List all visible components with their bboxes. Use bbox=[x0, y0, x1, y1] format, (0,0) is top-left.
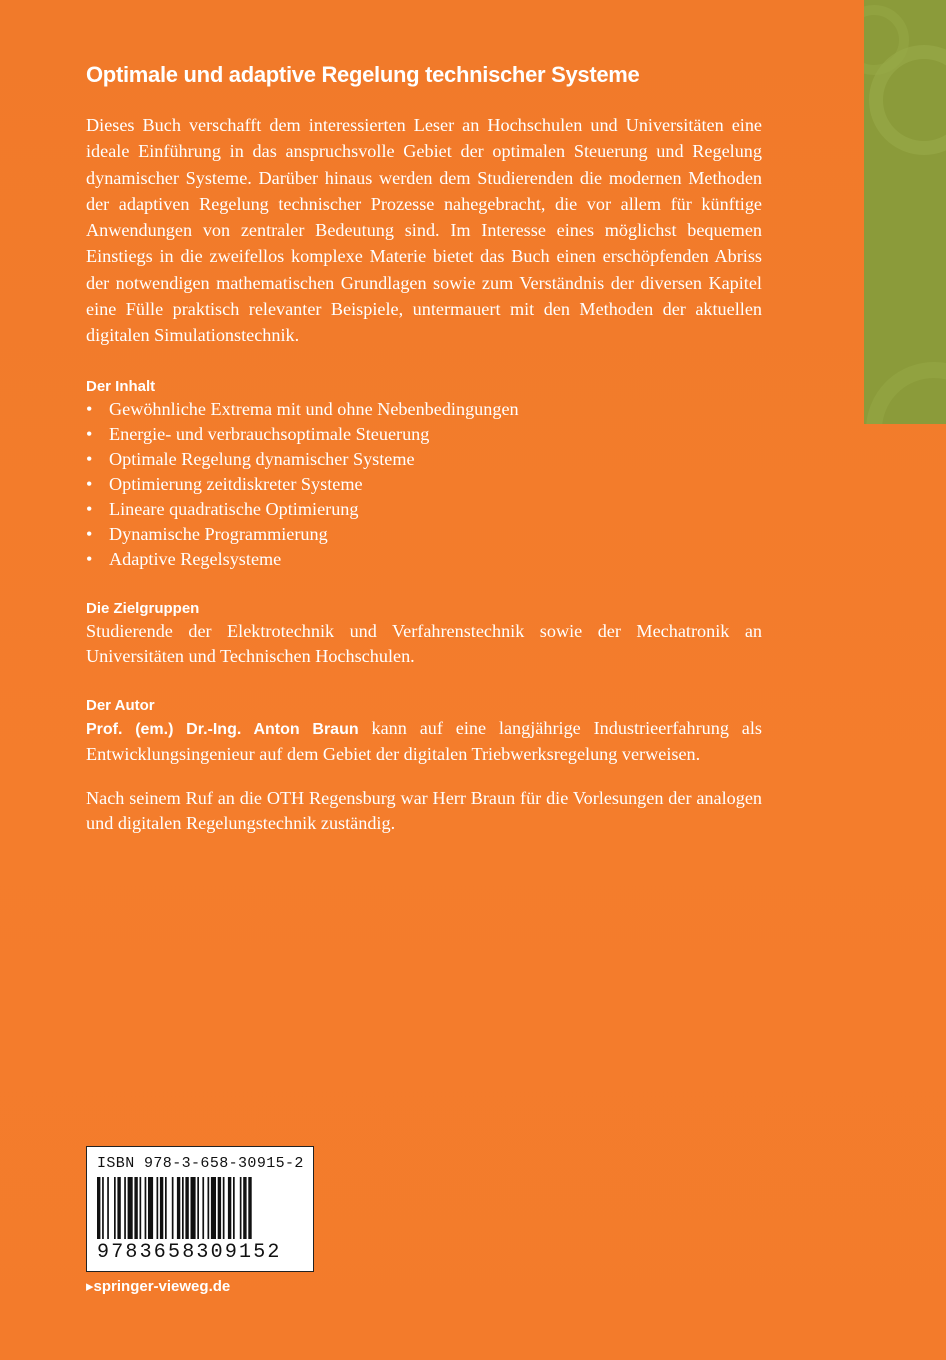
bullet-icon: • bbox=[86, 398, 93, 419]
bullet-icon: • bbox=[86, 523, 93, 544]
audience-text: Studierende der Elektrotechnik und Verfahrenstechnik sowie der Mechatronik an Universitäten und Technischen Hochschulen. bbox=[86, 620, 762, 667]
author-name: Prof. (em.) Dr.-Ing. Anton Braun bbox=[86, 720, 359, 738]
author-career: Nach seinem Ruf an die OTH Regensburg war Herr Braun für die Vorlesungen der analogen und digitalen Regelungstechnik zuständig. bbox=[86, 787, 762, 834]
bullet-icon: • bbox=[86, 498, 93, 519]
decorative-circles-icon bbox=[864, 0, 946, 424]
list-item: • Dynamische Programmierung bbox=[86, 522, 762, 547]
contents-heading: Der Inhalt bbox=[86, 377, 156, 395]
isbn-barcode bbox=[86, 1146, 314, 1272]
arrow-icon: ▸ bbox=[86, 1278, 94, 1295]
isbn-label: ISBN 978-3-658-30915-2 bbox=[97, 1155, 304, 1172]
list-item: • Adaptive Regelsysteme bbox=[86, 547, 762, 572]
bullet-icon: • bbox=[86, 473, 93, 494]
publisher-link[interactable] bbox=[86, 1277, 230, 1295]
book-title: Optimale und adaptive Regelung technischer Systeme bbox=[86, 62, 640, 87]
barcode-digits: 9783658309152 bbox=[97, 1241, 282, 1264]
author-heading: Der Autor bbox=[86, 696, 155, 714]
contents-list bbox=[86, 397, 762, 572]
bullet-icon: • bbox=[86, 448, 93, 469]
list-item: • Energie- und verbrauchsoptimale Steuerung bbox=[86, 422, 762, 447]
book-description: Dieses Buch verschafft dem interessierten Leser an Hochschulen und Universitäten eine ideale Einführung in das anspruchsvolle Gebiet der optimalen Steuerung und Regelung dynamischer Systeme. Darüber hinaus werden dem Studierenden die modernen Methoden der adaptiven Regelung technischer Prozesse nahegebracht, die vor allem für künftige Anwendungen von zentraler Bedeutung sind. Im Interesse eines möglichst bequemen Einstiegs in die zweifellos komplexe Materie bietet das Buch einen erschöpfenden Abriss der notwendigen mathematischen Grundlagen sowie zum Verständnis der diversen Kapitel eine Fülle praktisch relevanter Beispiele, untermauert mit den Methoden der aktuellen digitalen Simulationstechnik. bbox=[86, 115, 762, 346]
list-item: • Lineare quadratische Optimierung bbox=[86, 497, 762, 522]
list-item: • Optimierung zeitdiskreter Systeme bbox=[86, 472, 762, 497]
bullet-icon: • bbox=[86, 423, 93, 444]
barcode-icon bbox=[97, 1177, 303, 1239]
audience-heading: Die Zielgruppen bbox=[86, 599, 200, 617]
list-item: • Optimale Regelung dynamischer Systeme bbox=[86, 447, 762, 472]
list-item: • Gewöhnliche Extrema mit und ohne Nebenbedingungen bbox=[86, 397, 762, 422]
bullet-icon: • bbox=[86, 548, 93, 569]
author-bio: Prof. (em.) Dr.-Ing. Anton Braun kann auf eine langjährige Industrieerfahrung als Entwicklungsingenieur auf dem Gebiet der digitalen Triebwerksregelung verweisen. bbox=[86, 717, 762, 765]
publisher-url: springer-vieweg.de bbox=[93, 1278, 231, 1295]
green-color-stripe bbox=[864, 0, 946, 424]
content-area bbox=[86, 60, 762, 837]
